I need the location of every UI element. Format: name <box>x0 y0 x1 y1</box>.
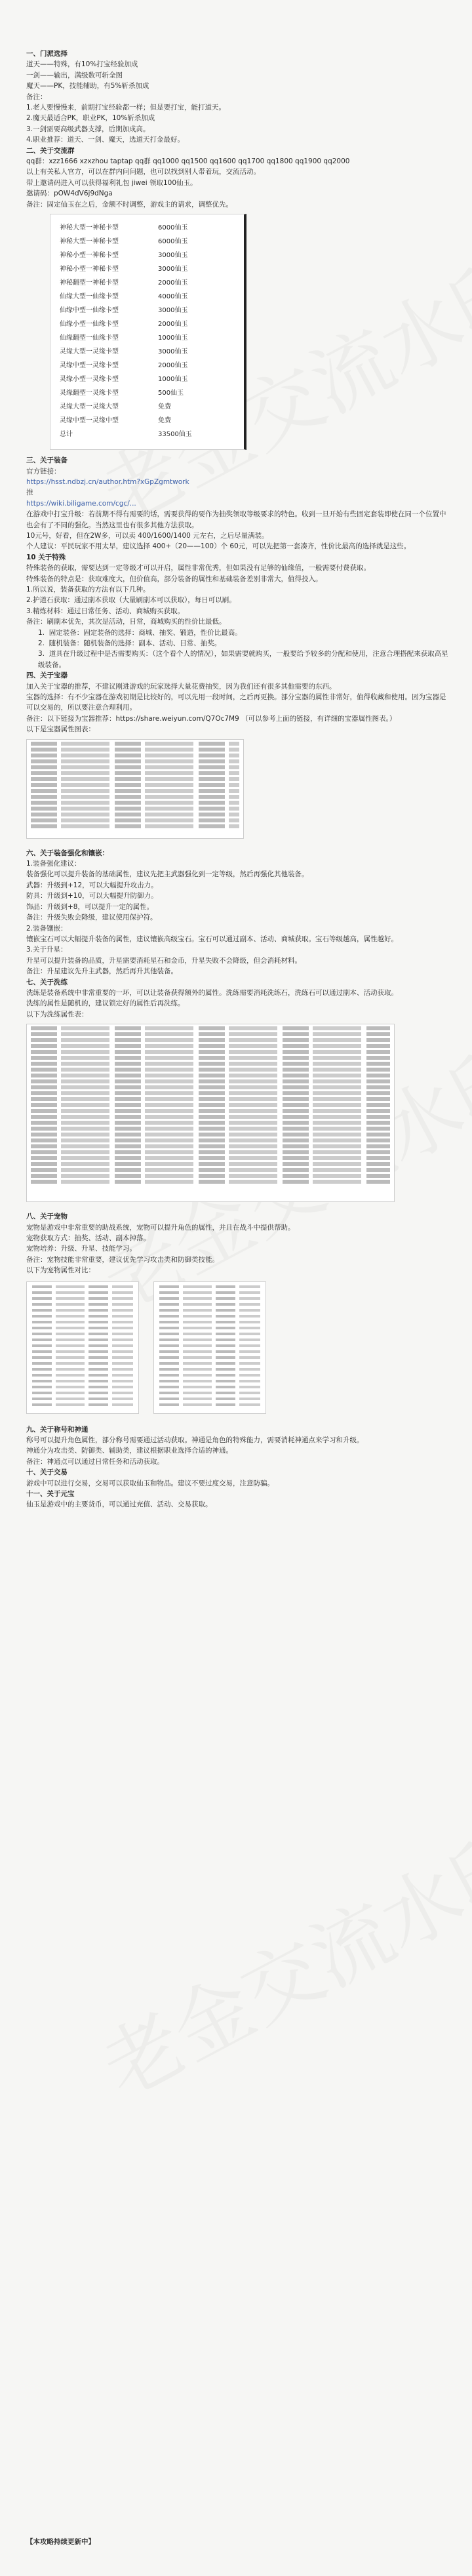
sketch-line <box>32 1356 133 1359</box>
sketch-line <box>31 795 239 799</box>
reward-value: 2000仙玉 <box>158 279 188 287</box>
sketch-line <box>32 1309 133 1312</box>
s4-item-3: 3. 道具在升级过程中是否需要购买：（这个看个人的情况），如果需要就购买，一般要给予较多的分配和使用，注意合理搭配来获取高星级装备。 <box>38 650 448 669</box>
s4-item-1: 1. 固定装备：固定装备的选择：商城、抽奖、锻造，性价比最高。 <box>38 628 242 637</box>
sketch-line <box>159 1285 260 1288</box>
s2-line-4: 邀请码：pOW4dV6j9dNga <box>26 190 113 198</box>
reward-name: 灵缘大型一灵缘卡型 <box>60 348 119 356</box>
section-3-heading: 三、关于装备 <box>26 456 68 465</box>
s3-subheading: 10 关于特殊 <box>26 553 66 561</box>
reward-value: 1000仙玉 <box>158 376 188 384</box>
sketch-line <box>159 1398 260 1400</box>
s3-line-3: 推 <box>26 489 33 497</box>
s5-para-1: 加入关于宝器的推荐，不建议刚进游戏的玩家选择大量花费抽奖，因为我们还有很多其他需要的东西。 <box>26 682 336 691</box>
section-7-heading: 七、关于洗练 <box>26 978 68 986</box>
section-10-heading: 十、关于交易 <box>26 1468 68 1477</box>
reward-row <box>60 400 235 414</box>
sketch-line <box>31 1097 390 1101</box>
reward-row <box>60 428 235 441</box>
s2-note: 备注：固定仙玉在之后，金额不时调整，游戏主的请求，调整优先。 <box>26 200 233 209</box>
sketch-line <box>32 1386 133 1388</box>
reward-value: 3000仙玉 <box>158 348 188 356</box>
sketch-line <box>32 1380 133 1382</box>
sketch-line <box>31 1079 390 1083</box>
reward-row <box>60 262 235 276</box>
reward-row <box>60 359 235 372</box>
pet-images <box>26 1281 451 1414</box>
s8-para-2: 宠物获取方式：抽奖、活动、副本掉落。 <box>26 1234 150 1242</box>
reward-value: 2000仙玉 <box>158 362 188 370</box>
s1-line-3: 魔天——PK，技能辅助，有5%斩杀加成 <box>26 82 149 91</box>
sketch-line <box>32 1403 133 1406</box>
s6-line-8: 镶嵌宝石可以大幅提升装备的属性，建议镶嵌高级宝石。宝石可以通过副本、活动、商城获取。宝石等级越高，属性越好。 <box>26 935 398 943</box>
reward-name: 神秘小型一神秘卡型 <box>60 266 119 273</box>
sketch-line <box>32 1362 133 1365</box>
sketch-line <box>31 1068 390 1072</box>
sketch-line <box>159 1338 260 1341</box>
sketch-line <box>31 759 239 763</box>
sketch-line <box>159 1368 260 1371</box>
document-body <box>26 49 451 1510</box>
sketch-line <box>31 765 239 769</box>
sketch-line <box>159 1321 260 1323</box>
s1-note-3: 3.一剑需要高级武器支撑，后期加成高。 <box>26 125 150 133</box>
s6-line-10: 升星可以提升装备的品质，升星需要消耗星石和金币，升星失败不会降级，但会消耗材料。 <box>26 956 302 965</box>
sketch-line <box>32 1327 133 1329</box>
sketch-line <box>31 1103 390 1107</box>
s4-item-2: 2. 随机装备：随机装备的选择：副本、活动、日常、抽奖。 <box>38 639 222 647</box>
s6-line-6: 备注：升级失败会降级，建议使用保护符。 <box>26 914 157 922</box>
sketch-line <box>32 1368 133 1371</box>
sketch-line <box>31 1085 390 1089</box>
s2-line-1: qq群：xzz1666 xzxzhou taptap qq群 qq1000 qq1500 qq1600 qq1700 qq1800 qq1900 qq2000 <box>26 157 350 166</box>
reward-row <box>60 317 235 331</box>
s2-line-2: 以上有关私人官方，可以在群内问问题，也可以找到别人带着玩，交流活动。 <box>26 168 260 176</box>
s5-para-3: 备注：以下链接为宝器推荐：https://share.weiyun.com/Q7Oc7M9 （可以参考上面的链接，有详细的宝器属性图表。） <box>26 714 397 723</box>
s8-para-1: 宠物是游戏中非常重要的助战系统，宠物可以提升角色的属性，并且在战斗中提供帮助。 <box>26 1223 295 1232</box>
s3-para-4: 特殊装备的获取，需要达到一定等级才可以开启，属性非常优秀，但如果没有足够的仙缘值，一般需要付费获取。 <box>26 564 370 573</box>
reward-value: 33500仙玉 <box>158 431 192 439</box>
sketch-line <box>31 777 239 781</box>
pet-image-2 <box>153 1281 266 1414</box>
sketch-line <box>31 1038 390 1042</box>
reward-row <box>60 304 235 317</box>
sketch-line <box>31 1115 390 1119</box>
sketch-line <box>31 1180 390 1184</box>
s8-para-4: 备注：宠物技能非常重要，建议优先学习攻击类和防御类技能。 <box>26 1255 219 1264</box>
reward-row <box>60 290 235 304</box>
s6-line-2: 装备强化可以提升装备的基础属性，建议先把主武器强化到一定等级，然后再强化其他装备。 <box>26 870 309 879</box>
s6-line-5: 饰品：升级到+8，可以提升一定的属性。 <box>26 902 153 911</box>
sketch-line <box>159 1403 260 1406</box>
s4-line-3: 3.精炼材料：通过日常任务、活动、商城购买获取。 <box>26 607 185 615</box>
sketch-line <box>159 1362 260 1365</box>
sketch-line <box>31 1144 390 1148</box>
s5-para-2: 宝器的选择：有不少宝器在游戏初期是比较好的，可以先用一段时间，之后再更换。部分宝器的属性非常好，值得收藏和使用。因为宝器是可以交易的，所以要注意合理利用。 <box>26 693 446 712</box>
reward-value: 3000仙玉 <box>158 307 188 315</box>
sketch-line <box>31 807 239 811</box>
s6-line-7: 2.装备镶嵌： <box>26 924 68 933</box>
reward-name: 仙缘大型一仙缘卡型 <box>60 293 119 301</box>
section-9-heading: 九、关于称号和神通 <box>26 1425 88 1434</box>
sketch-line <box>32 1321 133 1323</box>
s9-para-3: 备注：神通点可以通过日常任务和活动获取。 <box>26 1457 164 1466</box>
sketch-line <box>31 748 239 752</box>
reward-value: 6000仙玉 <box>158 224 188 232</box>
sketch-line <box>31 789 239 793</box>
wiki-link[interactable]: https://wiki.biligame.com/cgc/... <box>26 499 136 508</box>
reward-name: 神秘大型一神秘卡型 <box>60 224 119 232</box>
s1-note: 备注： <box>26 92 47 101</box>
reward-row <box>60 414 235 428</box>
s3-para-5: 特殊装备的特点是：获取难度大，但价值高，部分装备的属性和基础装备差别非常大，值得投入。 <box>26 574 323 583</box>
s6-line-11: 备注：升星建议先升主武器，然后再升其他装备。 <box>26 967 178 976</box>
official-link[interactable]: https://hsst.ndbzj.cn/author.htm?xGpZgmtwork <box>26 477 189 486</box>
s1-note-4: 4.职业推荐：道天、一剑、魔天，选道天打金最好。 <box>26 136 185 144</box>
s4-note: 备注：刷副本优先，其次是活动，日常，商城购买的性价比最低。 <box>26 618 226 626</box>
reward-row <box>60 276 235 290</box>
sketch-line <box>32 1398 133 1400</box>
sketch-line <box>32 1285 133 1288</box>
reward-row <box>60 331 235 345</box>
sketch-line <box>159 1297 260 1300</box>
reward-value: 3000仙玉 <box>158 252 188 260</box>
sketch-line <box>159 1315 260 1318</box>
section-6-heading: 六、关于装备强化和镶嵌： <box>26 849 109 857</box>
sketch-line <box>31 1121 390 1125</box>
s6-line-3: 武器：升级到+12，可以大幅提升攻击力。 <box>26 881 158 889</box>
sketch-line <box>159 1374 260 1377</box>
section-4-heading: 四、关于宝器 <box>26 672 68 680</box>
sketch-line <box>31 1127 390 1131</box>
reward-list <box>50 214 246 450</box>
sketch-line <box>32 1392 133 1394</box>
sketch-line <box>32 1350 133 1353</box>
sketch-line <box>32 1344 133 1347</box>
s5-para-4: 以下是宝器属性图表： <box>26 725 95 734</box>
sketch-line <box>159 1386 260 1388</box>
reward-value: 6000仙玉 <box>158 238 188 246</box>
section-2-heading: 二、关于交流群 <box>26 146 75 155</box>
reward-name: 灵缘中型一灵缘中型 <box>60 417 119 425</box>
sketch-line <box>31 1091 390 1095</box>
reward-value: 500仙玉 <box>158 390 184 397</box>
reward-name: 灵缘小型一灵缘卡型 <box>60 376 119 384</box>
s11-para-1: 仙玉是游戏中的主要货币，可以通过充值、活动、交易获取。 <box>26 1500 212 1509</box>
s6-line-4: 防具：升级到+10，可以大幅提升防御力。 <box>26 892 158 900</box>
sketch-line <box>32 1333 133 1335</box>
sketch-line <box>32 1374 133 1377</box>
sketch-line <box>32 1297 133 1300</box>
watermark-text-3 <box>80 1798 472 2119</box>
treasure-table-image <box>26 739 244 839</box>
sketch-line <box>159 1380 260 1382</box>
sketch-line <box>159 1303 260 1306</box>
section-11-heading: 十一、关于元宝 <box>26 1490 75 1499</box>
s3-para-2: 10元号，好看，但在2W多，可以卖 400/1600/1400 元左右，之后尽量满装。 <box>26 531 269 540</box>
sketch-line <box>31 1168 390 1172</box>
reward-name: 总计 <box>60 431 73 439</box>
reward-name: 神秘大型一神秘卡型 <box>60 238 119 246</box>
sketch-line <box>31 1062 390 1066</box>
sketch-line <box>31 1109 390 1113</box>
s10-para-1: 游戏中可以进行交易，交易可以获取仙玉和物品。建议不要过度交易，注意防骗。 <box>26 1479 274 1487</box>
sketch-line <box>31 1032 390 1036</box>
sketch-line <box>159 1291 260 1294</box>
sketch-line <box>159 1333 260 1335</box>
sketch-line <box>31 1162 390 1166</box>
section-1-heading: 一、门派选择 <box>26 50 68 58</box>
sketch-line <box>31 1044 390 1048</box>
reward-value: 2000仙玉 <box>158 321 188 329</box>
sketch-line <box>31 818 239 822</box>
s4-line-1: 1.所以说，装备获取的方法有以下几种。 <box>26 585 150 594</box>
sketch-line <box>31 1150 390 1154</box>
sketch-line <box>159 1309 260 1312</box>
reward-row <box>60 235 235 249</box>
section-8-heading: 八、关于宠物 <box>26 1213 68 1221</box>
s4-line-2: 2.护道石获取：通过副本获取（大量刷副本可以获取），每日可以刷。 <box>26 596 236 605</box>
pet-image-1 <box>26 1281 139 1414</box>
sketch-line <box>32 1291 133 1294</box>
s2-line-3: 带上邀请码进入可以获得福利礼包 jiwei 领取100仙玉。 <box>26 178 197 187</box>
s1-line-2: 一剑——输出，满级数可斩全图 <box>26 71 123 79</box>
s7-para-3: 以下为洗练属性表： <box>26 1010 88 1018</box>
s6-line-1: 1.装备强化建议： <box>26 860 81 868</box>
reward-row <box>60 386 235 400</box>
sketch-line <box>32 1303 133 1306</box>
sketch-line <box>31 1074 390 1077</box>
reward-list-block <box>26 214 451 450</box>
footer-note: 【本攻略持续更新中】 <box>26 2538 95 2546</box>
reward-value: 1000仙玉 <box>158 334 188 342</box>
sketch-line <box>31 1156 390 1160</box>
sketch-line <box>159 1392 260 1394</box>
sketch-line <box>31 1174 390 1178</box>
sketch-line <box>31 824 239 828</box>
sketch-line <box>159 1344 260 1347</box>
s8-para-3: 宠物培养：升级、升星、技能学习。 <box>26 1245 136 1253</box>
reward-name: 神秘小型一神秘卡型 <box>60 252 119 260</box>
reward-value: 4000仙玉 <box>158 293 188 301</box>
refine-table-image <box>26 1024 395 1202</box>
reward-name: 灵缘中型一灵缘卡型 <box>60 362 119 370</box>
sketch-line <box>31 742 239 746</box>
sketch-line <box>31 1133 390 1137</box>
reward-row <box>60 221 235 235</box>
reward-row <box>60 372 235 386</box>
sketch-line <box>32 1315 133 1318</box>
s3-line-1: 官方链接： <box>26 467 61 475</box>
sketch-line <box>31 1138 390 1142</box>
s3-para-3: 个人建议：平民玩家不用太早，建议选择 400+（20——100）个 60元，可以先把第一套凑齐，性价比最高的选择就是这些。 <box>26 542 411 551</box>
s1-line-1: 道天——特殊，有10%打宝经验加成 <box>26 60 138 69</box>
sketch-line <box>31 783 239 787</box>
sketch-line <box>32 1338 133 1341</box>
reward-name: 灵缘翻型一灵缘卡型 <box>60 390 119 397</box>
reward-name: 仙缘中型一仙缘卡型 <box>60 307 119 315</box>
sketch-line <box>31 771 239 775</box>
sketch-line <box>159 1350 260 1353</box>
sketch-line <box>31 801 239 805</box>
s9-para-2: 神通分为攻击类、防御类、辅助类，建议根据职业选择合适的神通。 <box>26 1447 233 1455</box>
reward-name: 神秘翻型一神秘卡型 <box>60 279 119 287</box>
s8-para-5: 以下为宠物属性对比： <box>26 1266 95 1275</box>
reward-value: 3000仙玉 <box>158 266 188 273</box>
sketch-line <box>159 1327 260 1329</box>
reward-value: 免费 <box>158 403 171 411</box>
sketch-line <box>31 1026 390 1030</box>
reward-value: 免费 <box>158 417 171 425</box>
sketch-line <box>31 1056 390 1060</box>
sketch-line <box>31 1050 390 1054</box>
s1-note-2: 2.魔天最适合PK，职业PK，10%斩杀加成 <box>26 114 155 123</box>
s9-para-1: 称号可以提升角色属性，部分称号需要通过活动获取。神通是角色的特殊能力，需要消耗神通点来学习和升级。 <box>26 1436 364 1444</box>
s6-line-9: 3.关于升星： <box>26 946 68 954</box>
reward-name: 灵缘大型一灵缘大型 <box>60 403 119 411</box>
reward-name: 仙缘翻型一仙缘卡型 <box>60 334 119 342</box>
s7-para-1: 洗练是装备系统中非常重要的一环，可以让装备获得额外的属性。洗练需要消耗洗练石，洗练石可以通过副本、活动获取。 <box>26 988 398 997</box>
s3-para-1: 在游戏中打宝升级：若前期不得有需要的话，需要获得的要作为抽奖领取等级要求的特色。收到一旦开始有些固定套装即使在同一个位置中也会有了不同的强化。当然这里也有很多其他方法获取。 <box>26 510 446 529</box>
s7-para-2: 洗练的属性是随机的，建议锁定好的属性后再洗练。 <box>26 999 185 1008</box>
sketch-line <box>159 1356 260 1359</box>
sketch-line <box>31 754 239 757</box>
reward-row <box>60 249 235 262</box>
s1-note-1: 1.老人要慢慢来，前期打宝经验都一样；但是要打宝，能打道天。 <box>26 104 226 112</box>
reward-name: 仙缘小型一仙缘卡型 <box>60 321 119 329</box>
reward-row <box>60 345 235 359</box>
sketch-line <box>31 813 239 816</box>
